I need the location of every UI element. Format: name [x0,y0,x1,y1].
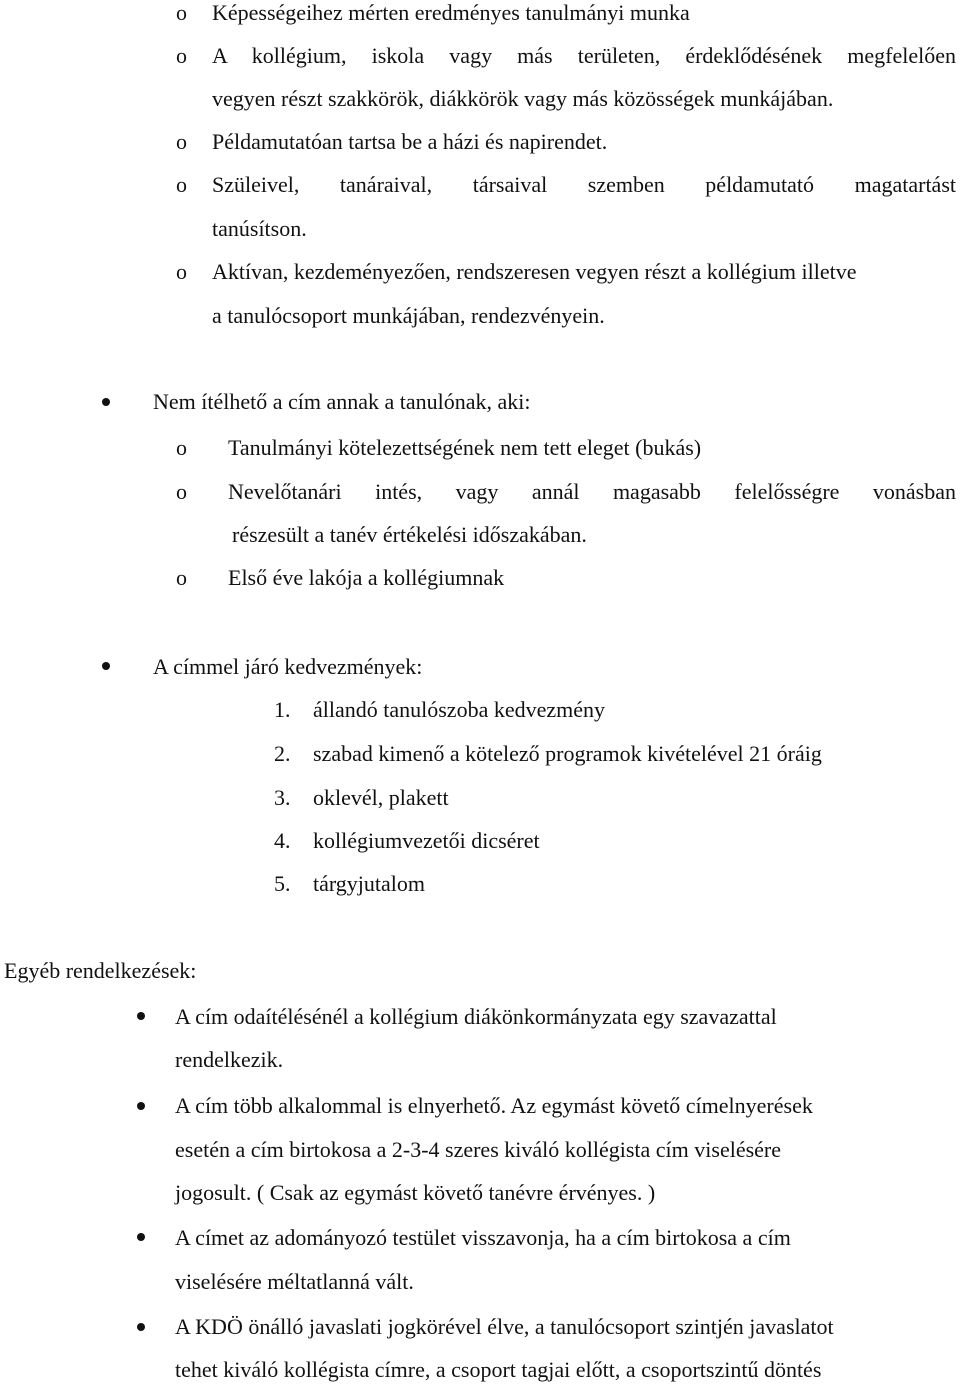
list-item-line: Tanulmányi kötelezettségének nem tett eleget (bukás) [228,435,702,460]
list-marker: o [176,129,187,154]
list-item-line: Nevelőtanári intés, vagy annál magasabb felelősségre vonásban [228,479,956,504]
list-number: 1. [274,697,291,722]
list-item-line: Első éve lakója a kollégiumnak [228,565,505,590]
list-item-line: jogosult. ( Csak az egymást követő tanévre érvényes. ) [175,1180,656,1205]
list-item-line: A cím több alkalommal is elnyerhető. Az egymást követő címelnyerések [175,1093,813,1118]
bullet-dot [102,662,110,670]
list-item-line: Példamutatóan tartsa be a házi és napirendet. [212,129,608,154]
list-item-line: tárgyjutalom [313,871,426,896]
bullet-dot [137,1102,145,1110]
list-item-line: Képességeihez mérten eredményes tanulmányi munka [212,0,690,25]
list-item-line: A cím odaítélésénél a kollégium diákönkormányzata egy szavazattal [175,1004,777,1029]
list-item-line: tanúsítson. [212,216,307,241]
list-item-line: állandó tanulószoba kedvezmény [313,697,606,722]
list-item-line: részesült a tanév értékelési időszakában. [232,522,587,547]
list-number: 5. [274,871,291,896]
list-item-line: vegyen részt szakkörök, diákkörök vagy más közösségek munkájában. [212,86,834,111]
section-heading: Egyéb rendelkezések: [4,958,197,983]
list-number: 4. [274,828,291,853]
list-item-line: oklevél, plakett [313,785,449,810]
list-marker: o [176,565,187,590]
list-item-line: Szüleivel, tanáraival, társaival szemben példamutató magatartást [212,172,956,197]
bullet-dot [137,1323,145,1331]
bullet-dot [137,1233,145,1241]
list-marker: o [176,259,187,284]
list-item-line: rendelkezik. [175,1047,284,1072]
list-item-line: A címet az adományozó testület visszavonja, ha a cím birtokosa a cím [175,1225,791,1250]
list-number: 2. [274,741,291,766]
list-marker: o [176,172,187,197]
list-number: 3. [274,785,291,810]
list-item-line: a tanulócsoport munkájában, rendezvényein. [212,303,605,328]
list-item-line: A KDÖ önálló javaslati jogkörével élve, a tanulócsoport szintjén javaslatot [175,1314,834,1339]
list-marker: o [176,435,187,460]
list-item-line: A kollégium, iskola vagy más területen, érdeklődésének megfelelően [212,43,956,68]
bullet-dot [102,398,110,406]
list-item-line: esetén a cím birtokosa a 2-3-4 szeres kiváló kollégista cím viselésére [175,1137,782,1162]
list-item-line: kollégiumvezetői dicséret [313,828,540,853]
list-item-line: Aktívan, kezdeményezően, rendszeresen vegyen részt a kollégium illetve [212,259,857,284]
list-item-line: szabad kimenő a kötelező programok kivételével 21 óráig [313,741,822,766]
list-marker: o [176,0,187,25]
bullet-dot [137,1012,145,1020]
list-item-line: tehet kiváló kollégista címre, a csoport tagjai előtt, a csoportszintű döntés [175,1357,822,1382]
list-marker: o [176,479,187,504]
section-heading: Nem ítélhető a cím annak a tanulónak, aki: [153,389,531,414]
list-item-line: viselésére méltatlanná vált. [175,1269,414,1294]
list-marker: o [176,43,187,68]
section-heading: A címmel járó kedvezmények: [153,654,423,679]
